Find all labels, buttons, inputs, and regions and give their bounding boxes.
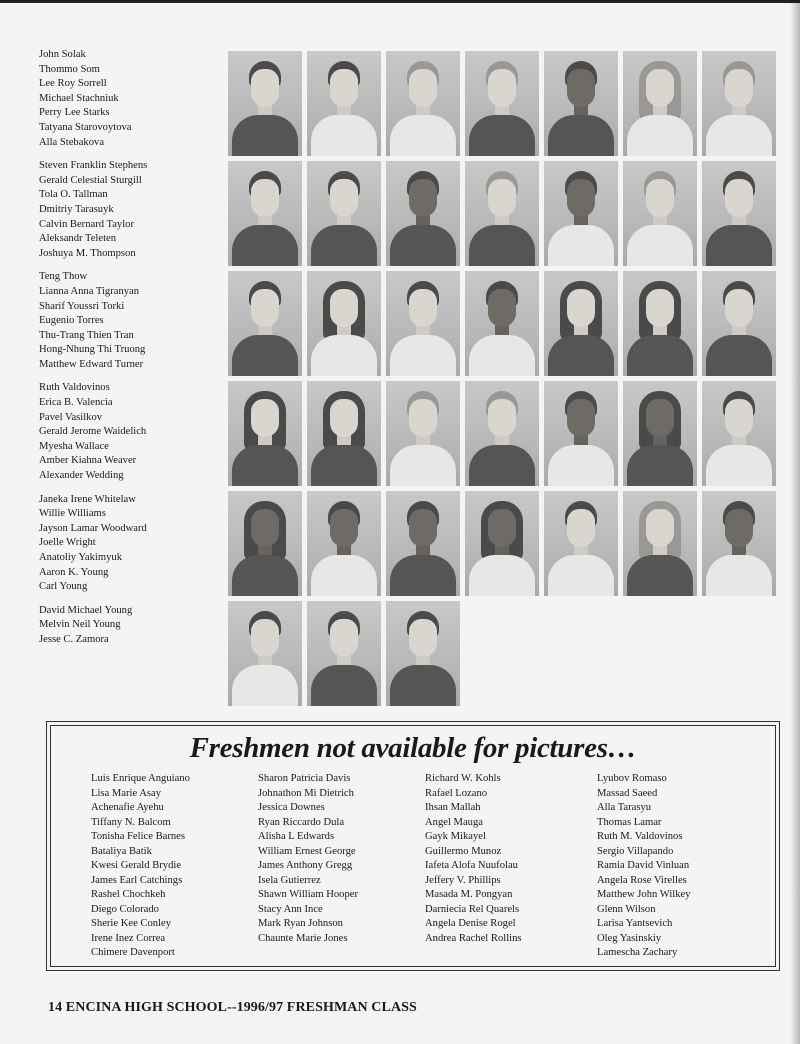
student-name: Willie Williams [39, 508, 106, 520]
not-available-name: Chimere Davenport [91, 947, 175, 958]
student-portrait-photo [228, 51, 302, 156]
not-available-name: Angela Denise Rogel [425, 918, 516, 929]
not-available-name: Iafeta Alofa Nuufolau [425, 860, 518, 871]
student-name: Alexander Wedding [39, 470, 124, 482]
not-available-name: Sharon Patricia Davis [258, 773, 351, 784]
student-name: Melvin Neil Young [39, 619, 121, 631]
student-name: Alla Stebakova [39, 136, 105, 148]
student-names-column [39, 48, 224, 657]
not-available-title: Freshmen not available for pictures… [189, 732, 637, 764]
not-available-column [91, 772, 258, 961]
photo-row [228, 161, 776, 266]
student-portrait-photo [702, 161, 776, 266]
photo-row [228, 271, 776, 376]
student-portrait-photo [623, 271, 697, 376]
student-name: John Solak [39, 49, 86, 60]
student-portrait-photo [386, 161, 460, 266]
student-portrait-photo [386, 491, 460, 596]
not-available-name: Sherie Kee Conley [91, 918, 172, 929]
not-available-name: James Anthony Gregg [258, 860, 353, 871]
student-name: Thommo Som [39, 63, 100, 75]
name-group [39, 493, 224, 595]
student-name: Hong-Nhung Thi Truong [39, 344, 146, 356]
not-available-name: Chaunte Marie Jones [258, 932, 348, 944]
student-name: Tola O. Tallman [39, 189, 108, 201]
not-available-name: Ramia David Vinluan [597, 860, 690, 871]
not-available-name: Rafael Lozano [425, 787, 488, 799]
student-name: Steven Franklin Stephens [39, 160, 148, 172]
student-portrait-photo [386, 601, 460, 706]
student-portrait-photo [307, 601, 381, 706]
not-available-name: Masada M. Pongyan [425, 889, 513, 900]
photo-row [228, 601, 776, 706]
not-available-name: Irene Inez Correa [91, 932, 166, 944]
student-portrait-photo [386, 51, 460, 156]
student-portrait-photo [623, 161, 697, 266]
not-available-name: Thomas Lamar [597, 816, 662, 828]
not-available-name: William Ernest George [258, 845, 356, 857]
student-portrait-photo [228, 601, 302, 706]
student-portrait-photo [228, 491, 302, 596]
not-available-name: Lyubov Romaso [597, 773, 667, 784]
not-available-name: Jeffery V. Phillips [425, 874, 501, 886]
not-available-name: Achenafie Ayehu [91, 802, 164, 813]
student-name: Lianna Anna Tigranyan [39, 285, 140, 297]
not-available-column [258, 772, 425, 961]
not-available-name: Matthew John Wilkey [597, 889, 691, 900]
student-name: Janeka Irene Whitelaw [39, 493, 136, 505]
not-available-name: Shawn William Hooper [258, 889, 359, 900]
student-portrait-photo [544, 271, 618, 376]
not-available-name: Angela Rose Virelles [597, 874, 687, 886]
name-group [39, 48, 224, 150]
student-name: Jayson Lamar Woodward [39, 522, 147, 534]
student-name: Aaron K. Young [39, 566, 109, 578]
not-available-name: Kwesi Gerald Brydie [91, 860, 182, 871]
student-name: Michael Stachniuk [39, 92, 119, 104]
student-name: Eugenio Torres [39, 315, 104, 327]
student-portrait-photo [228, 271, 302, 376]
not-available-column [597, 772, 751, 961]
student-name: Anatoliy Yakimyuk [39, 552, 122, 563]
student-portrait-photo [228, 161, 302, 266]
name-group [39, 604, 224, 648]
not-available-name: Alisha L Edwards [258, 831, 335, 842]
student-name: Calvin Bernard Taylor [39, 218, 134, 230]
not-available-column [425, 772, 597, 961]
not-available-name: Darniecia Rel Quarels [425, 903, 520, 915]
not-available-name: Mark Ryan Johnson [258, 918, 343, 929]
student-photo-grid [228, 51, 776, 711]
student-name: Amber Kiahna Weaver [39, 455, 137, 467]
not-available-name: Guillermo Munoz [425, 845, 502, 857]
student-portrait-photo [465, 491, 539, 596]
not-available-name: Johnathon Mi Dietrich [258, 787, 354, 799]
student-portrait-photo [544, 491, 618, 596]
not-available-name: Lamescha Zachary [597, 947, 678, 958]
photo-row [228, 491, 776, 596]
photo-row [228, 381, 776, 486]
not-available-name: Tiffany N. Balcom [91, 816, 171, 828]
student-name: Joshuya M. Thompson [39, 247, 136, 259]
not-available-name: Angel Mauga [425, 816, 483, 828]
not-available-name: Jessica Downes [258, 802, 325, 813]
student-portrait-photo [544, 161, 618, 266]
student-name: Carl Young [39, 581, 88, 593]
student-portrait-photo [465, 381, 539, 486]
not-available-name: Richard W. Kohls [425, 773, 501, 784]
student-portrait-photo [465, 271, 539, 376]
student-portrait-photo [623, 381, 697, 486]
student-name: David Michael Young [39, 604, 133, 616]
not-available-name: Alla Tarasyu [597, 802, 652, 813]
not-available-name: Oleg Yasinskiy [597, 932, 662, 944]
not-available-name: James Earl Catchings [91, 874, 183, 886]
page-edge-shadow [790, 0, 800, 1044]
student-portrait-photo [702, 271, 776, 376]
student-portrait-photo [465, 161, 539, 266]
not-available-name: Diego Colorado [91, 903, 159, 915]
name-group [39, 270, 224, 372]
top-rule [0, 0, 800, 3]
not-available-name: Ruth M. Valdovinos [597, 831, 683, 842]
student-name: Gerald Jerome Waidelich [39, 426, 147, 438]
student-portrait-photo [307, 491, 381, 596]
student-name: Pavel Vasilkov [39, 411, 103, 423]
student-portrait-photo [544, 381, 618, 486]
not-available-name: Larisa Yantsevich [597, 918, 673, 929]
student-portrait-photo [386, 271, 460, 376]
student-portrait-photo [623, 51, 697, 156]
not-available-columns [91, 772, 751, 961]
student-name: Matthew Edward Turner [39, 358, 144, 370]
student-name: Lee Roy Sorrell [39, 78, 107, 90]
student-portrait-photo [228, 381, 302, 486]
student-name: Jesse C. Zamora [39, 633, 109, 645]
student-name: Ruth Valdovinos [39, 382, 110, 394]
student-portrait-photo [702, 491, 776, 596]
not-available-name: Luis Enrique Anguiano [91, 773, 190, 784]
not-available-name: Bataliya Batik [91, 845, 152, 857]
student-name: Sharif Youssri Torki [39, 300, 125, 312]
not-available-name: Lisa Marie Asay [91, 787, 162, 799]
name-group [39, 381, 224, 483]
not-available-inner-border [50, 725, 776, 967]
student-portrait-photo [702, 381, 776, 486]
student-name: Teng Thow [39, 271, 88, 283]
student-portrait-photo [307, 161, 381, 266]
student-portrait-photo [386, 381, 460, 486]
student-name: Perry Lee Starks [39, 107, 110, 119]
student-portrait-photo [465, 51, 539, 156]
not-available-name: Tonisha Felice Barnes [91, 831, 185, 842]
student-name: Erica B. Valencia [39, 397, 113, 409]
not-available-name: Ryan Riccardo Dula [258, 816, 345, 828]
name-group [39, 159, 224, 261]
not-available-name: Ihsan Mallah [425, 802, 481, 813]
page-footer: 14 ENCINA HIGH SCHOOL--1996/97 FRESHMAN CLASS [48, 1000, 417, 1015]
student-portrait-photo [702, 51, 776, 156]
photo-row [228, 51, 776, 156]
student-name: Gerald Celestial Sturgill [39, 174, 142, 186]
student-portrait-photo [544, 51, 618, 156]
student-name: Thu-Trang Thien Tran [39, 329, 134, 341]
not-available-name: Rashel Chochkeh [91, 889, 166, 900]
not-available-name: Glenn Wilson [597, 903, 656, 915]
student-portrait-photo [623, 491, 697, 596]
not-available-box [46, 721, 780, 971]
not-available-name: Sergio Villapando [597, 845, 674, 857]
student-portrait-photo [307, 51, 381, 156]
student-name: Joelle Wright [39, 537, 96, 549]
student-name: Aleksandr Teleten [39, 233, 117, 245]
student-portrait-photo [307, 381, 381, 486]
student-name: Dmitriy Tarasuyk [39, 203, 114, 215]
student-name: Tatyana Starovoytova [39, 121, 132, 133]
not-available-name: Stacy Ann Ince [258, 903, 323, 915]
not-available-name: Massad Saeed [597, 787, 658, 799]
student-portrait-photo [307, 271, 381, 376]
not-available-name: Gayk Mikayel [425, 831, 486, 842]
not-available-name: Andrea Rachel Rollins [425, 932, 522, 944]
not-available-name: Isela Gutierrez [258, 874, 321, 886]
student-name: Myesha Wallace [39, 440, 109, 452]
